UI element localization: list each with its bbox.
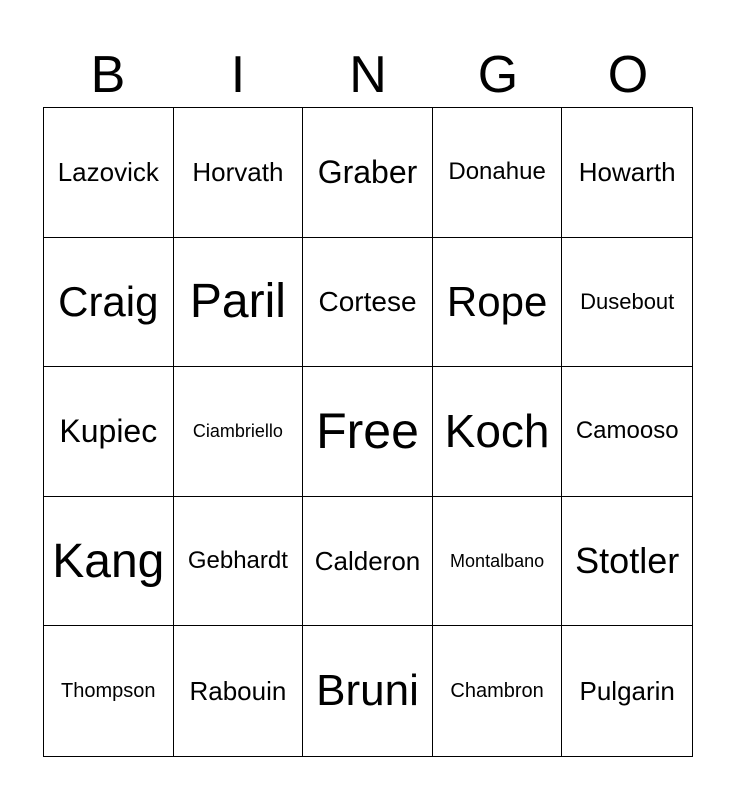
bingo-cell[interactable]: Graber [303,108,433,238]
bingo-cell[interactable]: Chambron [433,626,563,756]
bingo-cell[interactable]: Ciambriello [174,367,304,497]
bingo-header [43,44,693,106]
bingo-cell[interactable]: Calderon [303,497,433,627]
header-letter-g: G [477,46,519,104]
bingo-cell[interactable]: Kupiec [44,367,174,497]
header-letter-b: B [90,46,126,104]
bingo-cell[interactable]: Koch [433,367,563,497]
bingo-cell[interactable]: Gebhardt [174,497,304,627]
bingo-cell[interactable]: Craig [44,238,174,368]
bingo-cell[interactable]: Lazovick [44,108,174,238]
bingo-cell[interactable]: Montalbano [433,497,563,627]
bingo-cell[interactable]: Donahue [433,108,563,238]
bingo-cell[interactable]: Stotler [562,497,692,627]
header-letter-i: I [230,46,246,104]
free-space-cell[interactable]: Free [303,367,433,497]
bingo-cell[interactable]: Howarth [562,108,692,238]
bingo-cell[interactable]: Kang [44,497,174,627]
bingo-cell[interactable]: Rope [433,238,563,368]
bingo-cell[interactable]: Rabouin [174,626,304,756]
header-letter-o: O [607,46,649,104]
bingo-cell[interactable]: Dusebout [562,238,692,368]
bingo-cell[interactable]: Cortese [303,238,433,368]
bingo-board [43,107,693,757]
bingo-cell[interactable]: Bruni [303,626,433,756]
bingo-cell[interactable]: Horvath [174,108,304,238]
bingo-cell[interactable]: Thompson [44,626,174,756]
bingo-cell[interactable]: Paril [174,238,304,368]
bingo-cell[interactable]: Pulgarin [579,675,675,706]
header-letter-n: N [349,46,387,104]
bingo-cell[interactable]: Camooso [562,367,692,497]
